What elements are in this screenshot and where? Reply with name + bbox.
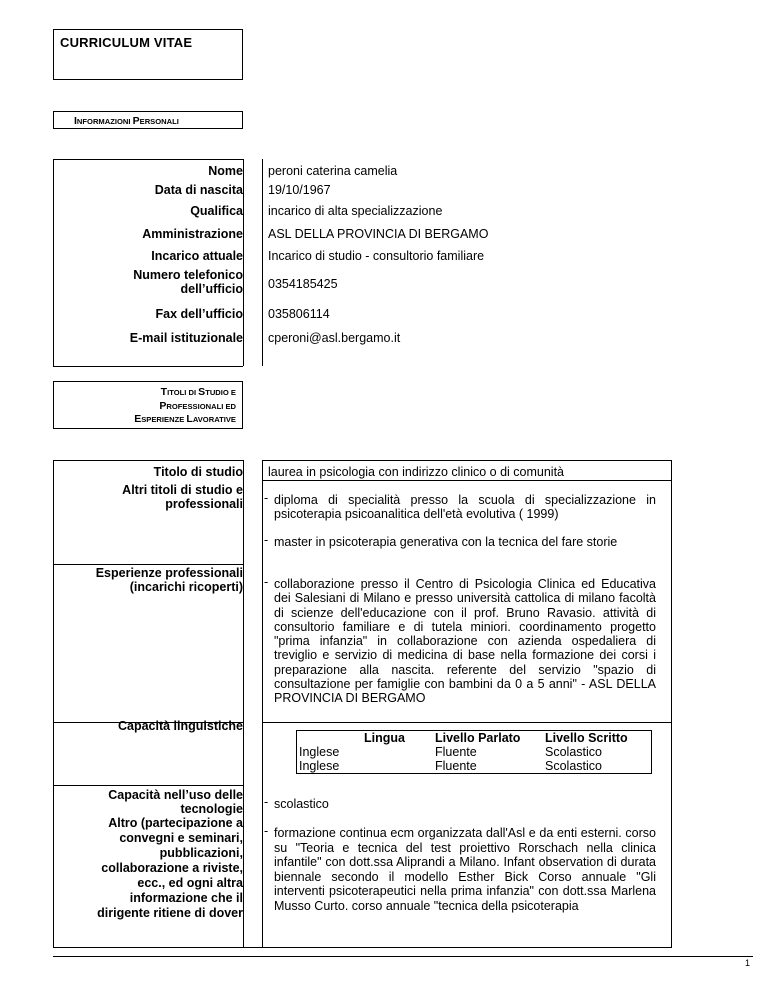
studies-value-right [671, 460, 672, 948]
esperienze-text: collaborazione presso il Centro di Psicologia Clinica ed Educativa dei Salesiani di Milano e presso università cattolica di milano facoltà di scienze dell'educazione con il prof. Bruno Ravasio. attività di consultorio familiare e di tutela miniori. coordinamento progetto "prima infanzia" in collaborazione con azienda ospedaliera di treviglio e servizio di medicina di base nella formazione dei corsi i preparazione alla nascita. referente del servizio "spazio di consultazione per famiglie con bambini da 0 a 5 anni" - ASL DELLA PROVINCIA DI BERGAMO [274, 577, 656, 706]
label-incarico: Incarico attuale [151, 249, 243, 263]
languages-header-row [297, 731, 652, 746]
sc-letter: E [134, 413, 142, 425]
cv-title: CURRICULUM VITAE [53, 29, 243, 80]
altri-titoli-text-2: master in psicoterapia generativa con la tecnica del fare storie [274, 535, 618, 549]
languages-header-parlato: Livello Parlato [435, 731, 521, 745]
languages-table [296, 730, 652, 774]
section-personal-heading [53, 111, 243, 129]
sc-letter: S [198, 386, 206, 398]
studies-row-sep-5 [53, 785, 243, 786]
studies-value-left [262, 460, 263, 948]
languages-cell-parlato: Fluente [435, 759, 477, 773]
studies-bottom [53, 947, 672, 948]
label-altro-line: informazione che il [129, 891, 243, 905]
value-email: cperoni@asl.bergamo.it [268, 331, 401, 345]
value-qualifica: incarico di alta specializzazione [268, 204, 443, 218]
label-tecnologie-line2: tecnologie [180, 802, 243, 816]
altri-titoli-text-1: diploma di specialità presso la scuola di specializzazione in psicoterapia psicoanalitica dell'età evolutiva ( 1999) [274, 493, 656, 522]
altri-titoli-item-1 [264, 493, 656, 522]
value-incarico: Incarico di studio - consultorio familiare [268, 249, 485, 263]
studies-value-top [262, 460, 672, 461]
label-altri-line1: Altri titoli di studio e [122, 483, 243, 497]
label-altro-line: dirigente ritiene di dover [97, 906, 243, 920]
languages-cell-scritto: Scolastico [545, 759, 602, 773]
languages-cell-lingua: Inglese [299, 745, 340, 759]
personal-table-divider [243, 159, 244, 366]
studies-table-left [53, 460, 54, 948]
label-esperienze-line2: (incarichi ricoperti) [129, 580, 243, 594]
label-altro-line: pubblicazioni, [159, 846, 243, 860]
sc-letter: P [159, 399, 167, 412]
label-altro-line: collaborazione a riviste, [101, 861, 243, 875]
label-altri-titoli [122, 483, 243, 511]
label-email: E-mail istituzionale [129, 331, 243, 345]
label-titolo-studio: Titolo di studio [153, 465, 243, 479]
languages-header-scritto: Livello Scritto [545, 731, 628, 745]
table-row [297, 745, 652, 759]
sc-text: AVORATIVE [192, 415, 236, 424]
value-telefono: 0354185425 [268, 277, 338, 291]
altri-titoli-item-2 [264, 535, 656, 549]
label-telefono [133, 268, 243, 296]
table-row [297, 759, 652, 774]
label-altro-line: convegni e seminari, [119, 831, 243, 845]
studies-table-divider [243, 460, 244, 948]
studies-table-top [53, 460, 243, 461]
sc-text: ROFESSIONALI ED [166, 401, 236, 411]
label-telefono-line2: dell’ufficio [180, 282, 243, 296]
label-fax: Fax dell’ufficio [155, 307, 243, 321]
label-altro [97, 816, 243, 921]
studies-row-sep-4 [262, 722, 672, 723]
personal-table-left [53, 159, 54, 366]
sc-text: ERSONALI [139, 117, 179, 126]
label-esperienze [96, 566, 243, 594]
value-titolo-studio: laurea in psicologia con indirizzo clinico o di comunità [268, 465, 564, 479]
dash-bullet: - [264, 575, 269, 589]
languages-cell-lingua: Inglese [299, 759, 340, 773]
footer-rule [53, 956, 753, 957]
personal-table-top [53, 159, 243, 160]
label-altro-line: Altro (partecipazione a [108, 816, 243, 830]
languages-header-lingua: Lingua [364, 731, 405, 745]
label-tecnologie [108, 788, 243, 816]
value-fax: 035806114 [268, 307, 330, 321]
value-nome: peroni caterina camelia [268, 164, 398, 178]
label-altro-line: ecc., ed ogni altra [137, 876, 243, 890]
dash-bullet: - [264, 491, 269, 505]
altro-text: formazione continua ecm organizzata dall'Asl e da enti esterni. corso su "Teoria e tecnica del test proiettivo Rorschach nella clinica infantile" con dott.ssa Aliprandi a Milano. Infant observation di durata biennale secondo il modello Esther Bick Corso annuale "Gli interventi psicoterapeutici nella prima infanzia" con dott.ssa Marlena Musso Curto. corso annuale "tecnica della psicoterapia [274, 826, 656, 913]
sc-text: TUDIO E [205, 388, 236, 397]
label-esperienze-line1: Esperienze professionali [95, 566, 243, 580]
sc-text: ITOLI DI [167, 388, 199, 397]
label-telefono-line1: Numero telefonico [133, 268, 243, 282]
personal-value-left [262, 159, 263, 366]
sc-letter: P [132, 115, 140, 127]
label-amministrazione: Amministrazione [142, 227, 243, 241]
languages-cell-parlato: Fluente [435, 745, 477, 759]
esperienze-item [264, 577, 656, 706]
tecnologie-item [264, 797, 656, 811]
label-nome: Nome [208, 164, 243, 178]
studies-row-sep-1 [262, 480, 672, 481]
label-data-nascita: Data di nascita [154, 183, 243, 197]
dash-bullet: - [264, 795, 269, 809]
languages-cell-scritto: Scolastico [545, 745, 602, 759]
personal-table-bottom [53, 366, 243, 367]
label-qualifica: Qualifica [190, 204, 243, 218]
tecnologie-text: scolastico [274, 797, 329, 811]
sc-text: SPERIENZE [141, 415, 187, 424]
studies-row-sep-2 [53, 564, 243, 565]
altro-item [264, 826, 656, 914]
dash-bullet: - [264, 533, 269, 547]
label-altri-line2: professionali [165, 497, 243, 511]
sc-text: NFORMAZIONI [76, 117, 133, 126]
page-number: 1 [745, 958, 751, 968]
sc-letter: T [160, 386, 168, 398]
label-tecnologie-line1: Capacità nell’uso delle [108, 788, 243, 802]
sc-letter: L [186, 413, 193, 425]
dash-bullet: - [264, 824, 269, 838]
value-data-nascita: 19/10/1967 [268, 183, 331, 197]
section-studies-heading [53, 381, 243, 429]
value-amministrazione: ASL DELLA PROVINCIA DI BERGAMO [268, 227, 489, 241]
label-capacita-linguistiche: Capacità linguistiche [117, 719, 243, 733]
sc-letter: I [74, 115, 77, 127]
